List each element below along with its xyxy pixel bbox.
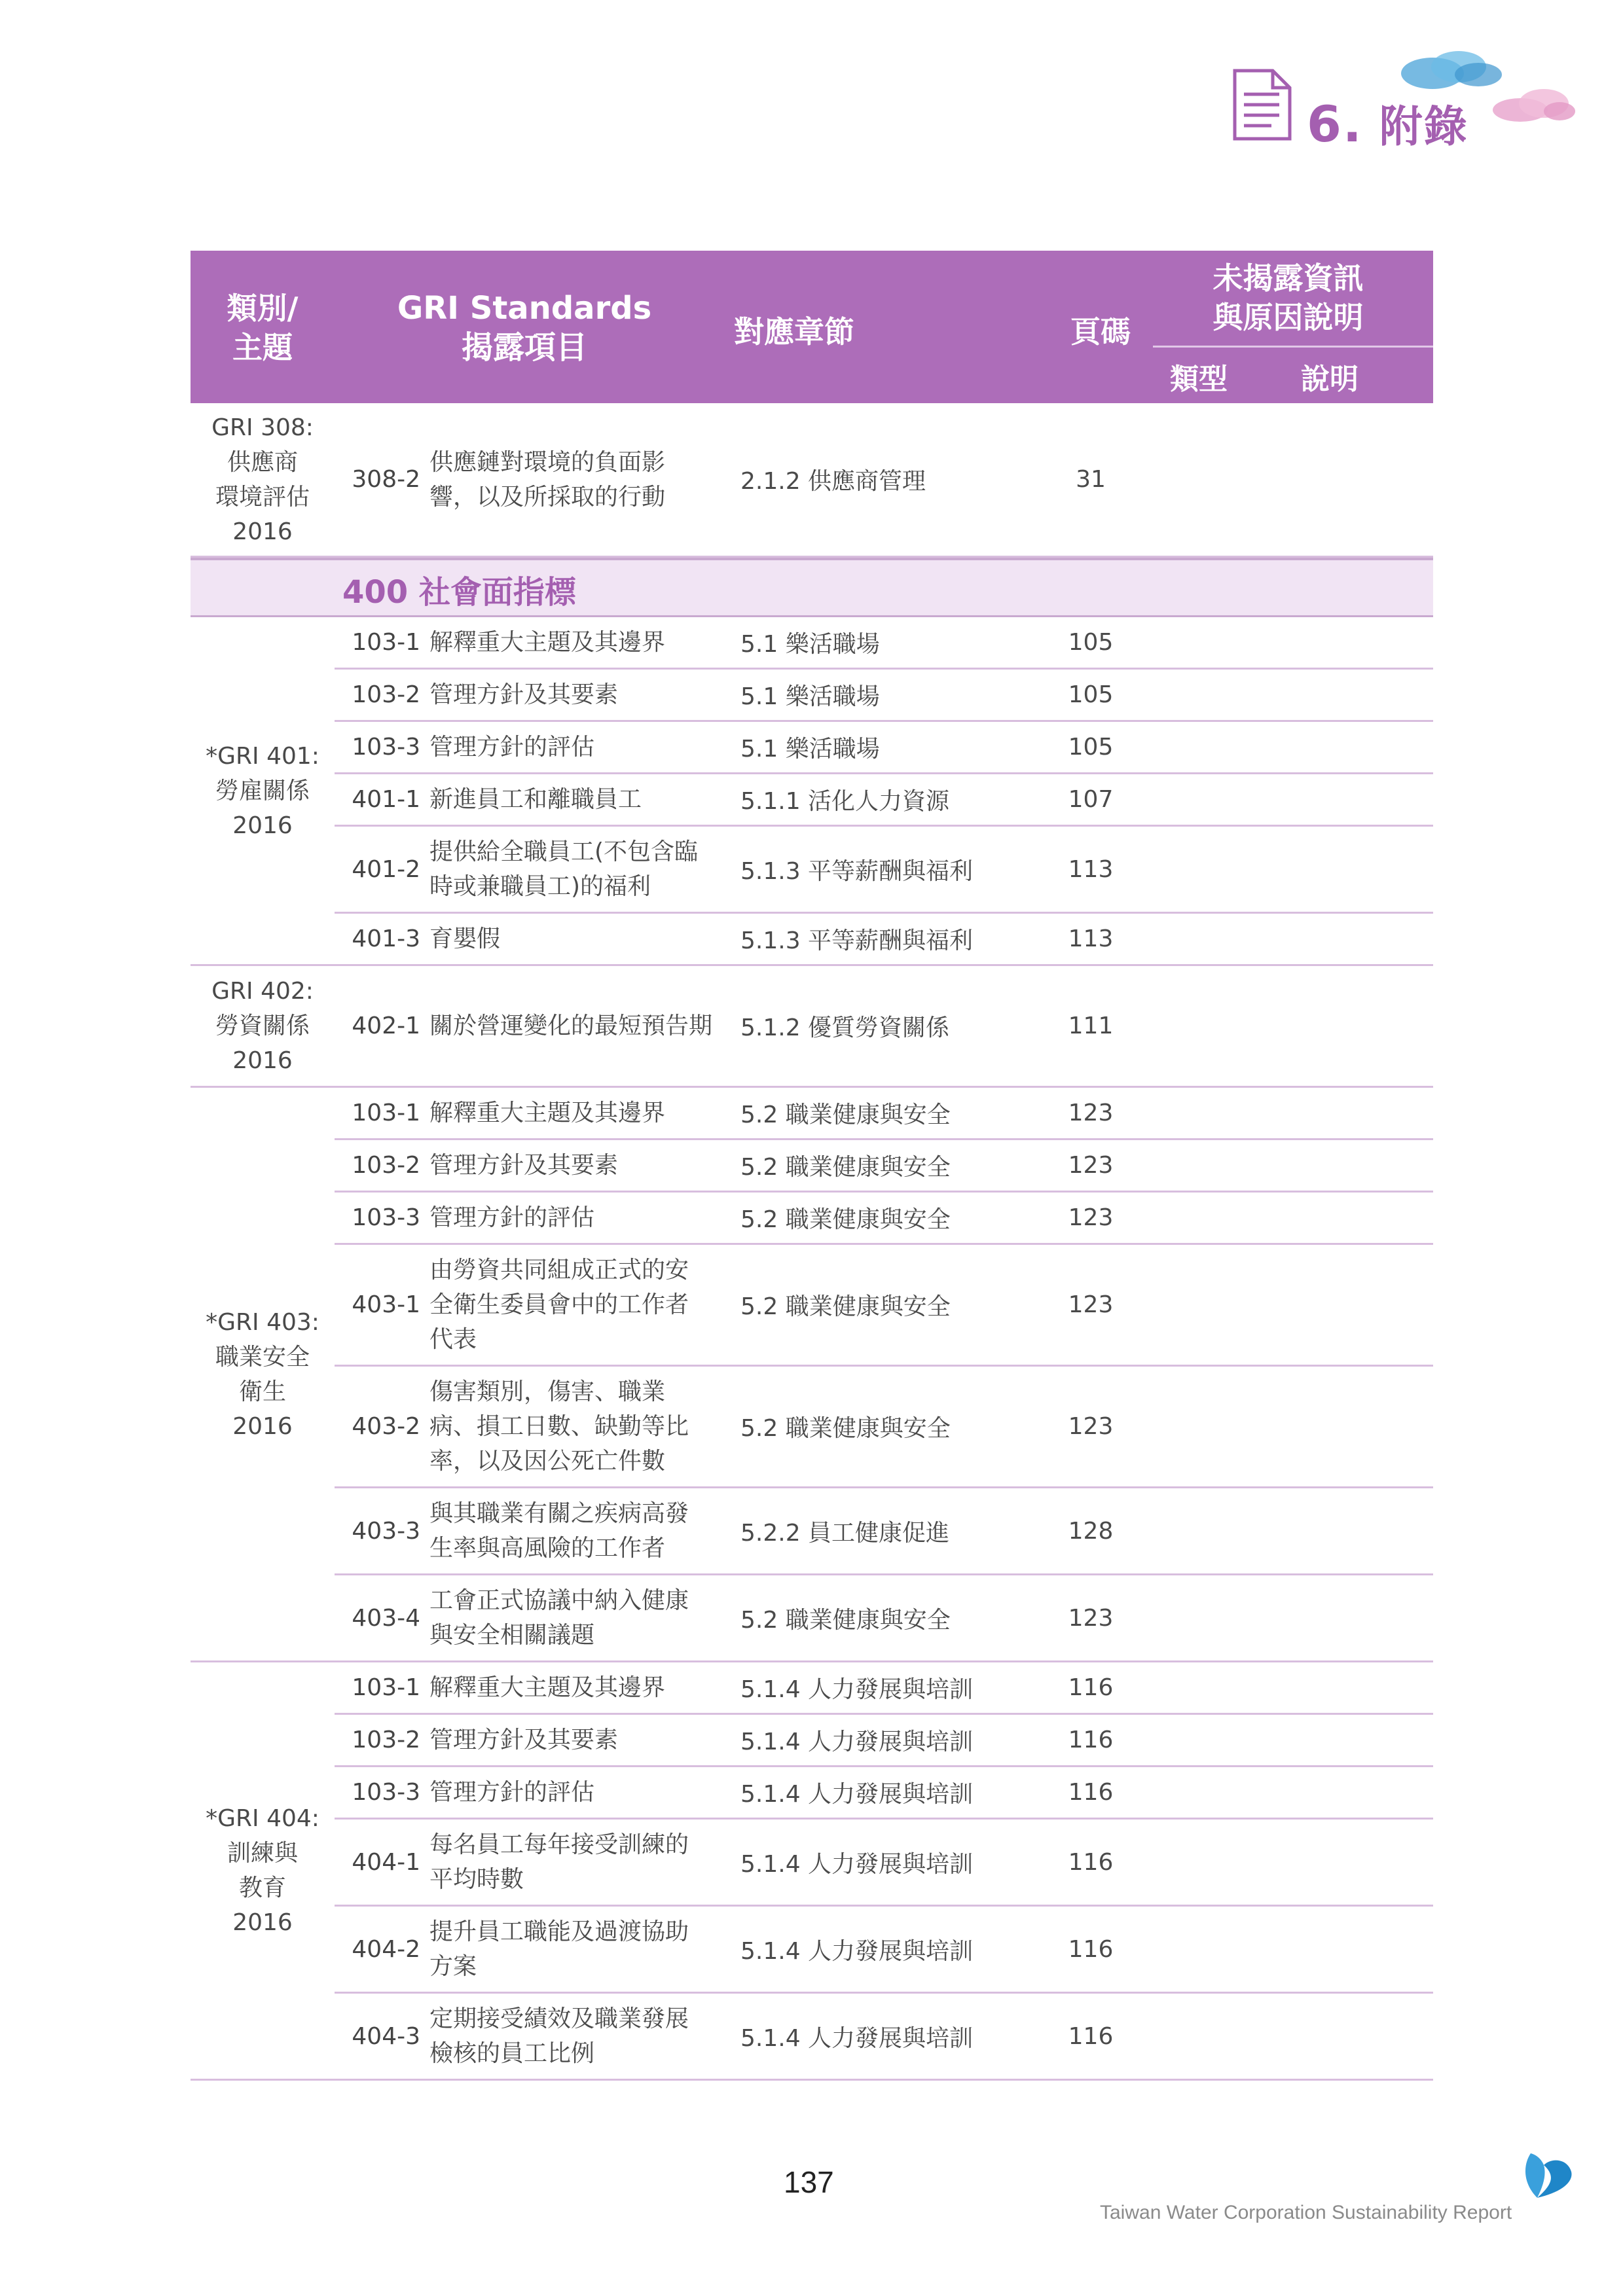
table-row xyxy=(335,1905,1433,1992)
disclosure-item: 管理方針及其要素 xyxy=(429,681,619,708)
chapter-cell: 5.1 樂活職場 xyxy=(740,736,880,762)
chapter-cell: 5.2 職業健康與安全 xyxy=(740,1293,951,1320)
disclosure-code: 103-1 xyxy=(352,629,420,656)
table-header xyxy=(191,251,1433,403)
disclosure-code: 404-3 xyxy=(352,2022,420,2050)
page-cell: 105 xyxy=(1068,629,1114,656)
page-cell: 123 xyxy=(1068,1204,1114,1231)
page-cell: 105 xyxy=(1068,681,1114,708)
header-undisclosed: 未揭露資訊 與原因說明 xyxy=(1213,260,1364,335)
disclosure-code: 103-2 xyxy=(352,1727,420,1753)
disclosure-item: 工會正式協議中納入健康 與安全相關議題 xyxy=(429,1587,689,1649)
table-row xyxy=(335,1992,1433,2079)
disclosure-item: 管理方針及其要素 xyxy=(429,1727,619,1753)
table-row xyxy=(335,1088,1433,1138)
page-cell: 107 xyxy=(1068,786,1114,813)
page-number: 137 xyxy=(784,2165,834,2199)
disclosure-item: 每名員工每年接受訓練的 平均時數 xyxy=(429,1831,689,1893)
header-page: 頁碼 xyxy=(1070,314,1131,350)
disclosure-code: 404-1 xyxy=(352,1848,420,1876)
chapter-cell: 5.2 職業健康與安全 xyxy=(740,1206,951,1233)
header-gri-standards: GRI Standards 揭露項目 xyxy=(397,290,652,366)
page-cell: 113 xyxy=(1068,925,1114,952)
disclosure-item: 關於營運變化的最短預告期 xyxy=(429,1013,713,1039)
chapter-cell: 5.1.3 平等薪酬與福利 xyxy=(740,857,974,885)
category-cell: GRI 308: 供應商 環境評估 2016 xyxy=(211,414,314,545)
disclosure-item: 管理方針的評估 xyxy=(429,1204,595,1231)
table-row xyxy=(335,668,1433,720)
group-gri-308 xyxy=(191,403,1433,558)
chapter-cell: 5.2 職業健康與安全 xyxy=(740,1102,951,1128)
table-row xyxy=(335,1662,1433,1713)
disclosure-code: 103-3 xyxy=(352,1204,420,1231)
chapter-cell: 5.1.4 人力發展與培訓 xyxy=(740,1937,974,1965)
category-cell: GRI 402: 勞資關係 2016 xyxy=(211,978,314,1074)
category-cell: *GRI 401: 勞雇關係 2016 xyxy=(206,742,319,839)
table-row xyxy=(335,617,1433,668)
chapter-cell: 5.1.4 人力發展與培訓 xyxy=(740,1781,974,1808)
disclosure-code: 403-3 xyxy=(352,1517,420,1545)
document-icon xyxy=(1232,68,1292,141)
table-row xyxy=(335,720,1433,772)
disclosure-item: 與其職業有關之疾病高發 生率與高風險的工作者 xyxy=(429,1500,689,1562)
header-category: 類別/ 主題 xyxy=(227,291,299,365)
section-band xyxy=(191,558,1433,617)
chapter-cell: 5.1.4 人力發展與培訓 xyxy=(740,1850,974,1878)
page-cell: 116 xyxy=(1068,1935,1114,1963)
table-row xyxy=(335,1713,1433,1765)
disclosure-item: 定期接受績效及職業發展 檢核的員工比例 xyxy=(429,2005,689,2067)
page-cell: 116 xyxy=(1068,1727,1114,1753)
disclosure-item: 由勞資共同組成正式的安 全衛生委員會中的工作者 代表 xyxy=(429,1257,689,1353)
disclosure-item: 新進員工和離職員工 xyxy=(429,786,642,813)
disclosure-code: 103-1 xyxy=(352,1674,420,1701)
disclosure-item: 管理方針的評估 xyxy=(429,1779,595,1806)
disclosure-item: 管理方針及其要素 xyxy=(429,1152,619,1179)
disclosure-code: 103-2 xyxy=(352,681,420,708)
page-cell: 128 xyxy=(1068,1517,1114,1545)
disclosure-code: 403-2 xyxy=(352,1413,420,1440)
chapter-cell: 5.1.4 人力發展與培訓 xyxy=(740,1676,974,1703)
header-divider xyxy=(1153,346,1433,348)
page-cell: 123 xyxy=(1068,1604,1114,1632)
table-row xyxy=(335,966,1433,1086)
chapter-cell: 5.1 樂活職場 xyxy=(740,631,880,658)
chapter-cell: 5.1.4 人力發展與培訓 xyxy=(740,1729,974,1755)
chapter-cell: 5.1.1 活化人力資源 xyxy=(740,788,950,815)
disclosure-item: 提供給全職員工(不包含臨 時或兼職員工)的福利 xyxy=(429,838,699,900)
page-cell: 123 xyxy=(1068,1152,1114,1179)
group-gri-401 xyxy=(191,617,1433,966)
disclosure-item: 解釋重大主題及其邊界 xyxy=(429,629,666,656)
chapter-cell: 5.2 職業健康與安全 xyxy=(740,1154,951,1181)
disclosure-item: 育嬰假 xyxy=(429,925,501,952)
disclosure-item: 管理方針的評估 xyxy=(429,734,595,761)
disclosure-code: 402-1 xyxy=(352,1013,420,1039)
group-gri-402 xyxy=(191,966,1433,1088)
table-row xyxy=(335,1765,1433,1818)
table-row xyxy=(335,772,1433,825)
disclosure-code: 404-2 xyxy=(352,1935,420,1963)
chapter-cell: 5.1 樂活職場 xyxy=(740,683,880,710)
table-row xyxy=(335,825,1433,912)
category-cell: *GRI 403: 職業安全 衛生 2016 xyxy=(206,1308,319,1440)
header-description: 說明 xyxy=(1301,363,1359,396)
page-cell: 113 xyxy=(1068,855,1114,883)
page-cell: 116 xyxy=(1068,1848,1114,1876)
water-heart-icon xyxy=(1518,2145,1577,2204)
group-gri-404 xyxy=(191,1662,1433,2081)
disclosure-code: 403-4 xyxy=(352,1604,420,1632)
chapter-cell: 5.1.2 優質勞資關係 xyxy=(740,1014,950,1041)
disclosure-item: 供應鏈對環境的負面影 響，以及所採取的行動 xyxy=(429,448,666,511)
chapter-cell: 5.2 職業健康與安全 xyxy=(740,1606,951,1634)
disclosure-code: 401-3 xyxy=(352,925,420,952)
header-type: 類型 xyxy=(1170,363,1228,396)
page-cell: 123 xyxy=(1068,1291,1114,1318)
table-row xyxy=(335,1191,1433,1243)
gri-index-table xyxy=(191,251,1433,2081)
disclosure-code: 403-1 xyxy=(352,1291,420,1318)
section-band-title: 400 社會面指標 xyxy=(342,574,576,611)
table-row xyxy=(335,912,1433,964)
group-gri-403 xyxy=(191,1088,1433,1662)
chapter-cell: 5.2 職業健康與安全 xyxy=(740,1415,951,1442)
chapter-cell: 5.2.2 員工健康促進 xyxy=(740,1519,950,1547)
report-name: Taiwan Water Corporation Sustainability Report xyxy=(1100,2202,1512,2223)
disclosure-item: 解釋重大主題及其邊界 xyxy=(429,1674,666,1701)
table-row xyxy=(335,1573,1433,1660)
category-cell: *GRI 404: 訓練與 教育 2016 xyxy=(206,1805,319,1936)
page-cell: 111 xyxy=(1068,1013,1114,1039)
chapter-cell: 5.1.4 人力發展與培訓 xyxy=(740,2024,974,2052)
table-row xyxy=(335,403,1433,556)
disclosure-code: 103-1 xyxy=(352,1100,420,1126)
disclosure-item: 解釋重大主題及其邊界 xyxy=(429,1100,666,1126)
disclosure-code: 401-2 xyxy=(352,855,420,883)
chapter-cell: 2.1.2 供應商管理 xyxy=(740,468,926,495)
chapter-cell: 5.1.3 平等薪酬與福利 xyxy=(740,927,974,954)
page-cell: 31 xyxy=(1076,466,1106,493)
table-row xyxy=(335,1138,1433,1191)
disclosure-item: 傷害類別，傷害、職業 病、損工日數、缺勤等比 率，以及因公死亡件數 xyxy=(429,1378,689,1475)
section-title: 6. 附錄 xyxy=(1307,95,1468,153)
table-row xyxy=(335,1243,1433,1365)
disclosure-code: 103-2 xyxy=(352,1152,420,1179)
disclosure-code: 103-3 xyxy=(352,1779,420,1806)
disclosure-code: 103-3 xyxy=(352,734,420,761)
cloud-decoration-icon xyxy=(1487,81,1577,127)
disclosure-code: 308-2 xyxy=(352,466,420,493)
table-row xyxy=(335,1365,1433,1486)
table-row xyxy=(335,1486,1433,1573)
table-row xyxy=(335,1818,1433,1905)
page-cell: 116 xyxy=(1068,1779,1114,1806)
disclosure-code: 401-1 xyxy=(352,786,420,813)
page-cell: 116 xyxy=(1068,2022,1114,2050)
page-cell: 123 xyxy=(1068,1413,1114,1440)
header-chapter: 對應章節 xyxy=(734,314,854,350)
page-cell: 105 xyxy=(1068,734,1114,761)
disclosure-item: 提升員工職能及過渡協助 方案 xyxy=(429,1918,689,1980)
page-cell: 123 xyxy=(1068,1100,1114,1126)
page-cell: 116 xyxy=(1068,1674,1114,1701)
